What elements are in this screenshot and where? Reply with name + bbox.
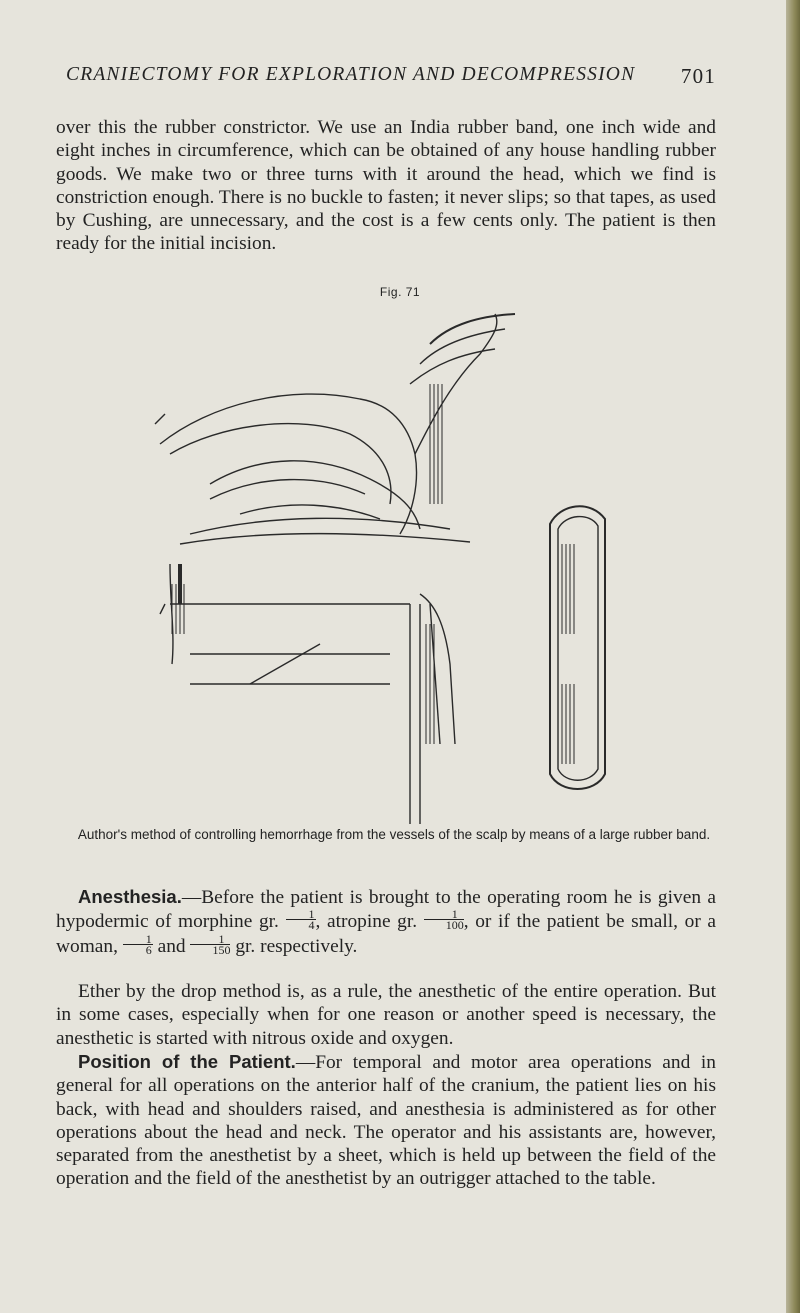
running-head xyxy=(66,64,716,86)
position-heading: Position of the Patient. xyxy=(78,1051,296,1072)
figure-caption: Author's method of controlling hemorrhage from the vessels of the scalp by means of a large rubber band. xyxy=(77,827,711,842)
fraction-atropine: $\frac{1}{100}$ xyxy=(424,909,464,930)
anesthesia-heading: Anesthesia. xyxy=(78,886,182,907)
page-number: 701 xyxy=(680,64,716,88)
page-edge xyxy=(786,0,800,1313)
anesthesia-text-5: gr. respectively. xyxy=(230,935,358,957)
position-text: —For temporal and motor area operations and in general for all operations on the anterior half of the cranium, the patient lies on his back, with head and shoulders raised, and anesthesia is administered as for other operations about the head and neck. The operator and his assistants are, however, separated from the anesthetist by a sheet, which is held up between the field of the operation and the field of the anesthetist by an outrigger attached to the table. xyxy=(56,1052,717,1190)
ether-paragraph: Ether by the drop method is, as a rule, the anesthetic of the entire operation. But in some cases, especially when for one reason or another speed is necessary, the anesthetic is started with nitrous oxide and oxygen. xyxy=(56,981,716,1049)
anesthesia-paragraph xyxy=(56,885,716,958)
anesthesia-text-2: , atropine gr. xyxy=(315,911,424,933)
rubber-band-illustration xyxy=(150,304,710,824)
fraction-atropine-small: $\frac{1}{150}$ xyxy=(190,934,230,955)
intro-paragraph: over this the rubber constrictor. We use an India rubber band, one inch wide and eight inches in circumference, which can be obtained of any house handling rubber goods. We make two or three turns with it around the head, which we find is constriction enough. There is no buckle to fasten; it never slips; so that tapes, as used by Cushing, are unnecessary, and the cost is a few cents only. The patient is then ready for the initial incision. xyxy=(56,117,716,255)
anesthesia-text-3: , or if the patient be small, or a woman, xyxy=(56,911,717,957)
fraction-morphine-small: $\frac{1}{6}$ xyxy=(123,934,153,955)
position-paragraph xyxy=(56,1050,716,1191)
anesthesia-text-1: —Before the patient is brought to the operating room he is given a hypodermic of morphine gr. xyxy=(56,887,716,933)
anesthesia-text-4: and xyxy=(152,935,191,957)
fraction-morphine: $\frac{1}{4}$ xyxy=(286,909,316,930)
running-head-title: CRANIECTOMY FOR EXPLORATION AND DECOMPRESSION xyxy=(66,64,636,85)
figure-label: Fig. 71 xyxy=(379,285,421,299)
